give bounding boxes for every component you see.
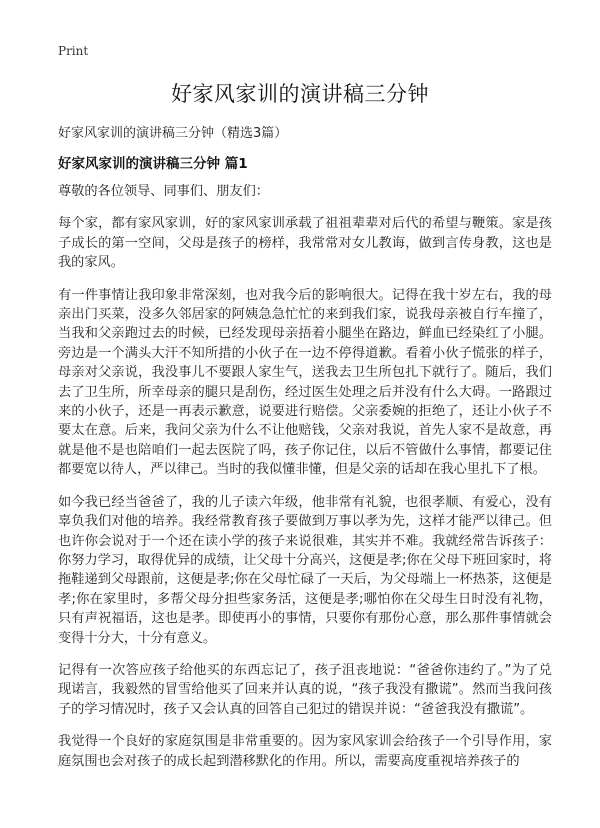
print-link[interactable]: Print xyxy=(58,44,89,58)
paragraph-promise: 记得有一次答应孩子给他买的东西忘记了，孩子沮丧地说：“爸爸你违约了。”为了兑现诺言，我毅然的冒雪给他买了回来并认真的说，“孩子我没有撒谎”。然而当我问孩子的学习情况时，孩子又会认真的回答自己犯过的错误并说：“爸爸我没有撒谎”。 xyxy=(58,662,552,717)
document-subtitle: 好家风家训的演讲稿三分钟（精选3篇） xyxy=(58,126,288,141)
paragraph-family-motto: 每个家，都有家风家训，好的家风家训承载了祖祖辈辈对后代的希望与鞭策。家是孩子成长的第一空间，父母是孩子的榜样，我常常对女儿教诲，做到言传身教，这也是我的家风。 xyxy=(58,216,552,271)
paragraph-memory: 有一件事情让我印象非常深刻，也对我今后的影响很大。记得在我十岁左右，我的母亲出门买菜，没多久邻居家的阿姨急急忙忙的来到我们家，说我母亲被自行车撞了，当我和父亲跑过去的时候，已经发现母亲捂着小腿坐在路边，鲜血已经染红了小腿。旁边是一个满头大汗不知所措的小伙子在一边不停得道歉。看着小伙子慌张的样子，母亲对父亲说，我没事儿不要跟人家生气，送我去卫生所包扎下就行了。随后，我们去了卫生所，所幸母亲的腿只是刮伤，经过医生处理之后并没有什么大碍。一路跟过来的小伙子，还是一再表示歉意，说要进行赔偿。父亲委婉的拒绝了，还让小伙子不要太在意。后来，我问父亲为什么不让他赔钱，父亲对我说，首先人家不是故意，再就是他不是也陪咱们一起去医院了吗，孩子你记住，以后不管做什么事情，都要记住都要宽以待人，严以律己。当时的我似懂非懂，但是父亲的话却在我心里扎下了根。 xyxy=(58,287,552,478)
paragraph-son: 如今我已经当爸爸了，我的儿子读六年级，他非常有礼貌，也很孝顺、有爱心，没有辜负我们对他的培养。我经常教育孩子要做到万事以孝为先，这样才能严以律己。但也许你会说对于一个还在读小学的孩子来说很难，其实并不难。我就经常告诉孩子：你努力学习，取得优异的成绩，让父母十分高兴，这便是孝;你在父母下班回家时，将拖鞋递到父母跟前，这便是孝;你在父母忙碌了一天后，为父母端上一杯热茶，这便是孝;你在家里时，多帮父母分担些家务活，这便是孝;哪怕你在父母生日时没有礼物，只有声祝福语，这也是孝。即使再小的事情，只要你有那份心意，那么那件事情就会变得十分大，十分有意义。 xyxy=(58,494,552,646)
paragraph-atmosphere: 我觉得一个良好的家庭氛围是非常重要的。因为家风家训会给孩子一个引导作用，家庭氛围也会对孩子的成长起到潜移默化的作用。所以，需要高度重视培养孩子的 xyxy=(58,734,552,769)
page-title: 好家风家训的演讲稿三分钟 xyxy=(171,82,429,106)
speech-body xyxy=(58,182,552,784)
section-heading: 好家风家训的演讲稿三分钟 篇1 xyxy=(58,156,248,172)
paragraph-greeting: 尊敬的各位领导、同事们、朋友们： xyxy=(58,184,269,199)
